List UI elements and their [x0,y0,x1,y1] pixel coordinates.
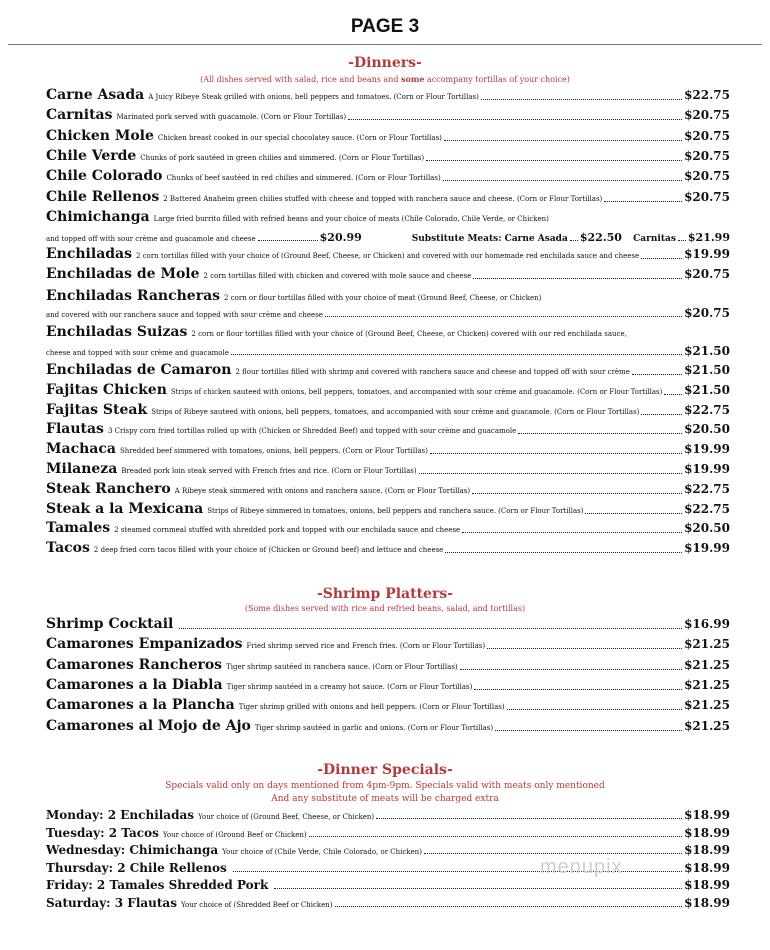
menu-item [46,808,730,822]
menu-item [46,441,730,457]
item-name: Flautas [46,421,104,438]
leader-dots [462,532,682,533]
menu-item [46,382,730,398]
item-name: Steak a la Mexicana [46,500,204,517]
item-price: $19.99 [684,462,730,476]
menu-item [46,878,730,892]
item-name: Camarones Rancheros [46,656,223,673]
watermark: menupix [540,856,623,878]
page-title: PAGE 3 [350,16,420,37]
menu-item [46,481,730,497]
item-price: $19.99 [684,541,730,556]
item-price: $22.75 [684,481,730,496]
item-description: Strips of Ribeye simmered in tomatoes, onions, bell peppers and ranchera sauce. (Corn or Flour Tortillas) [207,506,584,515]
item-price: $20.75 [684,267,730,281]
specials-title: -Dinner Specials- [317,762,453,778]
item-description: Breaded pork loin steak served with French fries and rice. (Corn or Flour Tortillas) [121,467,417,475]
item-price: $20.75 [684,189,730,204]
item-price: $20.50 [684,521,730,536]
leader-dots [376,818,682,819]
item-description: Chunks of pork sautéed in green chilies and simmered. (Corn or Flour Tortillas) [140,153,425,162]
item-price: $19.99 [684,247,730,261]
leader-dots [472,493,682,494]
menu-item [46,826,730,840]
menu-item [46,148,730,164]
item-name: Wednesday: Chimichanga [46,843,219,857]
leader-dots [335,906,683,907]
item-description-cont: cheese and topped with sour crème and guacamole [46,349,229,357]
item-description: Strips of chicken sauteed with onions, bell peppers, tomatoes, and accompanied with sour crème and guacamole. (Corn or Flour Tortillas) [170,387,663,396]
item-name: Enchiladas Suizas [46,324,188,340]
carnitas-label: Carnitas [633,234,676,244]
menu-item [46,421,730,437]
menu-item [46,324,730,340]
item-name: Thursday: 2 Chile Rellenos [46,860,227,875]
item-name: Carne Asada [46,87,145,103]
item-name: Saturday: 3 Flautas [46,895,177,910]
leader-dots [443,180,682,181]
item-price: $22.75 [684,501,730,516]
item-description: Your choice of (Shredded Beef or Chicken) [180,900,333,909]
menu-item [46,402,730,418]
leader-dots [445,552,682,553]
item-description: Strips of Ribeye sauteed with onions, bell peppers, tomatoes, and accompanied with sour crème and guacamole. (Corn or Flour Tortillas) [151,407,640,416]
menu-item [46,288,730,304]
leader-dots [309,836,682,837]
item-description: 2 corn or flour tortillas filled with your choice of meat (Ground Beef, Cheese, or Chicken) [224,294,542,302]
substitute-price: $22.50 [579,231,622,244]
menu-item [46,718,730,734]
item-description: 2 corn tortillas filled with chicken and covered with mole sauce and cheese [203,272,472,280]
item-name: Enchiladas [46,246,133,262]
menu-item [46,362,730,378]
substitute-label: Substitute Meats: Carne Asada [411,234,568,244]
menu-item [46,107,730,123]
leader-dots [641,258,682,259]
leader-dots [481,99,682,100]
item-price: $18.99 [684,878,730,892]
dinners-note: (All dishes served with salad, rice and beans and some accompany tortillas of your choice) [200,74,570,84]
item-name: Chile Verde [46,147,137,164]
item-price: $20.75 [684,148,730,163]
menu-item [46,636,730,652]
item-name: Chile Rellenos [46,188,160,205]
item-description: 2 corn or flour tortillas filled with your choice of (Ground Beef, Cheese, or Chicken) covered with our red enchilada sauce, [191,330,627,338]
item-name: Milaneza [46,461,118,477]
item-name: Chimichanga [46,209,150,225]
leader-dots [426,160,682,161]
item-description: 2 Battered Anaheim green chilies stuffed with cheese and topped with ranchera sauce and cheese. (Corn or Flour Tortillas) [163,194,603,203]
item-description: Your choice of (Ground Beef, Cheese, or Chicken) [198,813,375,821]
item-description: 2 deep fried corn tacos filled with your choice of (Chicken or Ground beef) and lettuce and cheese [93,546,444,555]
item-name: Chile Colorado [46,168,163,185]
item-price: $21.25 [684,698,730,713]
item-price: $18.99 [684,808,730,822]
item-name: Tamales [46,520,111,537]
leader-dots [518,433,682,434]
item-name: Machaca [46,441,116,458]
item-name: Camarones Empanizados [46,636,243,653]
shrimp-title: -Shrimp Platters- [316,586,454,602]
menu-item [46,520,730,536]
leader-dots [430,453,682,454]
leader-dots [487,648,682,649]
item-name: Tacos [46,540,90,557]
item-name: Friday: 2 Tamales Shredded Pork [46,878,269,892]
leader-dots [632,374,682,375]
item-description: Chunks of beef sautéed in red chilies and simmered. (Corn or Flour Tortillas) [166,174,441,183]
shrimp-note: (Some dishes served with rice and refried beans, salad, and tortillas) [244,604,526,613]
item-price: $20.75 [684,306,730,320]
item-name: Camarones a la Plancha [46,697,235,714]
specials-note-1: Specials valid only on days mentioned from 4pm-9pm. Specials valid with meats only mentioned [165,781,605,791]
menu-item [46,209,730,225]
item-description-cont: and covered with our ranchera sauce and topped with sour crème and cheese [46,311,323,319]
item-description: Fried shrimp served rice and French fries. (Corn or Flour Tortillas) [246,642,486,651]
leader-dots [473,278,682,279]
menu-item [46,861,730,875]
menu-item [46,501,730,517]
leader-dots [585,513,682,514]
item-description: Tiger shrimp grilled with onions and bell peppers. (Corn or Flour Tortillas) [238,703,505,712]
leader-dots [507,709,682,710]
item-price: $21.25 [684,657,730,672]
item-description: 2 steamed cornmeal stuffed with shredded pork and topped with our enchilada sauce and cheese [114,526,461,535]
menu-item [46,540,730,556]
item-price: $20.99 [319,231,362,244]
menu-item [46,266,730,282]
menu-item [46,246,730,262]
item-price: $20.75 [684,169,730,184]
menu-item [46,843,730,857]
leader-dots [179,628,682,629]
menu-item [46,616,730,632]
leader-dots [419,473,682,474]
item-price: $21.25 [684,718,730,733]
item-name: Camarones al Mojo de Ajo [46,717,251,734]
item-price: $16.99 [684,617,730,631]
item-price: $21.25 [684,677,730,692]
item-description: Chicken breast cooked in our special chocolatey sauce. (Corn or Flour Tortillas) [157,133,442,142]
menu-item [46,461,730,477]
leader-dots [424,853,682,854]
leader-dots [474,689,682,690]
item-name: Enchiladas de Mole [46,266,200,282]
menu-item [46,657,730,673]
item-description: 2 flour tortillas filled with shrimp and covered with ranchera sauce and cheese and topped off with sour crème [235,368,630,376]
item-name: Camarones a la Diabla [46,676,223,693]
item-description: 2 corn tortillas filled with your choice of (Ground Beef, Cheese, or Chicken) and covered with our homemade red enchilada sauce and cheese [136,252,640,260]
item-name: Monday: 2 Enchiladas [46,808,195,822]
top-divider [8,44,762,45]
item-price: $19.99 [684,442,730,457]
item-description-cont: and topped off with sour crème and guacamole and cheese [46,235,256,243]
menu-item-continued [46,306,730,320]
menu-item [46,697,730,713]
leader-dots [444,140,682,141]
specials-note-2: And any substitute of meats will be charged extra [271,794,499,804]
item-price: $22.75 [684,88,730,102]
carnitas-price: $21.99 [687,231,730,244]
menu-item [46,128,730,144]
leader-dots [604,201,682,202]
item-name: Carnitas [46,107,113,124]
item-name: Enchiladas Rancheras [46,288,221,304]
item-price: $21.50 [684,382,730,397]
leader-dots [460,669,682,670]
leader-dots [664,394,682,395]
item-price: $21.50 [684,363,730,377]
item-price: $22.75 [684,402,730,417]
item-price: $21.25 [684,637,730,652]
menu-item-continued [46,231,730,244]
menu-item [46,896,730,910]
item-description: Your choice of (Ground Beef or Chicken) [162,830,307,839]
item-price: $18.99 [684,843,730,857]
dinners-title: -Dinners- [348,55,422,71]
item-description: A Ribeye steak simmered with onions and ranchera sauce. (Corn or Flour Tortillas) [174,486,471,495]
item-description: A Juicy Ribeye Steak grilled with onions, bell peppers and tomatoes. (Corn or Flour Tortillas) [148,93,479,101]
menu-item [46,677,730,693]
item-description: Tiger shrimp sautéed in ranchera sauce. (Corn or Flour Tortillas) [226,662,458,671]
item-description: Tiger shrimp sautéed in garlic and onions. (Corn or Flour Tortillas) [254,723,494,732]
item-price: $20.50 [684,422,730,437]
menu-item [46,87,730,103]
leader-dots [641,414,682,415]
item-price: $18.99 [684,825,730,840]
leader-dots [274,888,682,889]
item-description: Large fried burrito filled with refried beans and your choice of meats (Chile Colorado, Chile Verde, or Chicken) [153,215,549,223]
item-description: Shredded beef simmered with tomatoes, onions, bell peppers. (Corn or Flour Tortillas) [119,447,428,456]
item-description: Tiger shrimp sautéed in a creamy hot sauce. (Corn or Flour Tortillas) [226,682,473,691]
item-price: $21.50 [684,344,730,358]
leader-dots [348,119,682,120]
item-price: $20.75 [684,108,730,123]
menu-item [46,189,730,205]
item-name: Chicken Mole [46,127,154,144]
item-description: 3 Crispy corn fried tortillas rolled up with (Chicken or Shredded Beef) and topped with sour crème and guacamole [107,427,517,436]
item-name: Fajitas Chicken [46,381,167,398]
item-price: $20.75 [684,128,730,143]
item-name: Enchiladas de Camaron [46,362,232,378]
item-name: Fajitas Steak [46,401,148,418]
item-description: Your choice of (Chile Verde, Chile Colorado, or Chicken) [222,848,422,856]
item-name: Shrimp Cocktail [46,616,174,632]
menu-item [46,168,730,184]
leader-dots [495,730,682,731]
item-name: Steak Ranchero [46,480,171,497]
item-price: $18.99 [684,860,730,875]
item-description: Marinated pork served with guacamole. (Corn or Flour Tortillas) [116,113,347,122]
menu-item-continued [46,344,730,358]
item-name: Tuesday: 2 Tacos [46,825,159,840]
item-price: $18.99 [684,895,730,910]
